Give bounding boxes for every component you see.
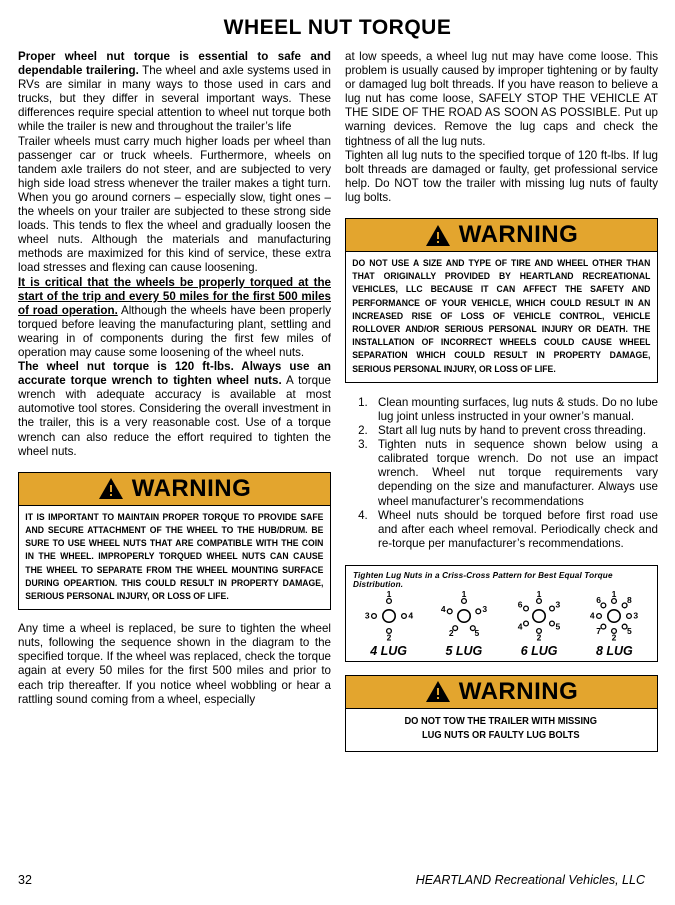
svg-text:4: 4 [517,621,523,632]
svg-text:4: 4 [590,610,595,621]
svg-text:7: 7 [596,625,602,636]
warning-label-left: WARNING [131,474,252,502]
lug-pattern-5-lug [430,591,498,658]
lug-pattern-6-lug [505,591,573,658]
svg-text:1: 1 [536,590,542,599]
left-paragraph-1-rest: The wheel and axle systems used in RVs are similar in many ways to those used in cars and trucks, but they differ in several important ways. These differences require special attention to wheel nut torque both while the trailer is new and throughout the trailer’s life [18,64,331,134]
list-item: 1. Clean mounting surfaces, lug nuts & studs. Do no lube lug joint unless instructed in your owner’s manual. [371,396,658,424]
left-paragraph-1-bold: Proper wheel nut torque is essential to safe and dependable trailering. [18,50,331,78]
svg-text:3: 3 [364,610,370,621]
warning-body-line-2: LUG NUTS OR FAULTY LUG BOLTS [421,729,580,741]
lug-pattern-graphic [505,591,573,641]
right-paragraph-2: Tighten all lug nuts to the specified torque of 120 ft-lbs. If lug bolt threads are damaged or faulty, get professional service help. Do NOT tow the trailer with missing lug nuts of faulty lug bolts. [345,148,658,204]
warning-header-right-bottom [346,676,657,709]
lug-pattern-diagram [345,565,658,662]
lug-pattern-8-lug [580,591,648,658]
svg-text:2: 2 [536,632,542,641]
warning-box-left [18,472,331,610]
warning-body-line-1: DO NOT TOW THE TRAILER WITH MISSING [404,715,597,727]
lug-pattern-graphic [430,591,498,641]
right-paragraph-1: at low speeds, a wheel lug nut may have come loose. This problem is usually caused by improper tightening or by faulty or damaged lug bolt threads. If you have reason to believe a lug nut has come loose, SAFELY STOP THE VEHICLE AT THE SIDE OF THE ROAD AS SOON AS POSSIBLE. Put up warning devices. Remove the lug caps and check the tightness of all the lug nuts. [345,50,658,148]
warning-label-right-top: WARNING [458,221,579,249]
warning-body-right-bottom [346,709,655,751]
page-title: WHEEL NUT TORQUE [223,16,452,39]
svg-text:5: 5 [555,621,561,632]
warning-box-right-bottom [345,675,658,752]
left-paragraph-2: Trailer wheels must carry much higher loads per wheel than passenger car or truck wheels. Furthermore, wheels on tandem axle trailers do not steer, and are subjected to very high side load stress whenever the trailer makes a tight turn. When you go around corners – especially slow, tight ones – the wheels on your trailer are subjected to these strong side loads. This tends to flex the wheel and gradually loosen the wheel nuts. Although the materials and manufacturing methods are maximized for this kind of service, these extra load stresses and flexing can cause loosening. [18,134,331,275]
warning-triangle-icon [425,224,451,247]
right-column [345,50,658,752]
left-paragraph-4 [18,360,331,459]
left-column [18,50,331,752]
warning-body-right-top: DO NOT USE A SIZE AND TYPE OF TIRE AND WHEEL OTHER THAN THAT ORIGINALLY PROVIDED BY HEARTLAND RECREATIONAL VEHICLES, LLC BECAUSE IT CAN AFFECT THE SAFETY AND PERFORMANCE OF YOUR VEHICLE, WHICH COULD RESULT IN AN INCREASED RISE OF LOSS OF VEHICLE CONTROL, VEHICLE ROLLOVER AND/OR SERIOUS PERSONAL INJURY OR DEATH. THE INSTALLATION OF INCORRECT WHEELS COULD CAUSE WHEEL SEPARATION WHICH COULD RESULT IN PROPERTY DAMAGE, SERIOUS PERSONAL INJURY, OR LOSS OF LIFE. [352,258,651,375]
warning-body-left: IT IS IMPORTANT TO MAINTAIN PROPER TORQUE TO PROVIDE SAFE AND SECURE ATTACHMENT OF THE WHEEL TO THE HUB/DRUM. BE SURE TO USE WHEEL NUTS THAT ARE COMPATIBLE WITH THE COIN IN THE WHEEL. IMPROPERLY TORQUED WHEEL NUTS CAN CAUSE THE WHEEL TO SEPARATE FROM THE WHEEL MOUNTING SURFACE DURING OPEARTION. THIS COULD RESULT IN PROPERTY DAMAGE, SERIOUS PERSONAL INJURY, OR LOSS OF LIFE. [25,511,324,602]
lug-diagram-caption: Tighten Lug Nuts in a Criss-Cross Pattern for Best Equal Torque Distribution. [353,570,613,589]
document-page [0,16,675,905]
lug-pattern-row [351,591,652,658]
svg-text:4: 4 [408,610,413,621]
svg-text:8: 8 [627,595,633,606]
left-paragraph-4-rest: A torque wrench with adequate accuracy is available at most automotive tool stores. Considering the overall investment in the trailer, this is a very reasonable cost. Use of a torque wrench can also reduce the effort required to tighten the wheel nuts. [18,374,331,458]
warning-header-left [19,473,330,506]
page-number: 32 [18,873,32,887]
lug-pattern-graphic [580,591,648,641]
lug-pattern-label: 4 LUG [370,643,408,658]
svg-text:6: 6 [596,595,602,606]
lug-pattern-label: 5 LUG [445,643,483,658]
left-paragraph-3-rest: Although the wheels have been properly torqued before leaving the manufacturing plant, settling and wearing in of components during the first few miles of operation may cause some loosening of the wheel nuts. [18,303,332,359]
left-paragraph-1 [18,50,331,135]
svg-text:2: 2 [612,632,617,641]
torque-steps-list [345,396,658,551]
svg-text:1: 1 [612,590,617,599]
svg-text:5: 5 [627,625,633,636]
lug-pattern-label: 6 LUG [520,643,558,658]
svg-text:2: 2 [386,632,391,641]
warning-triangle-icon [425,680,451,703]
svg-text:6: 6 [517,599,523,610]
left-paragraph-3-emphasis: It is critical that the wheels be properly torqued at the start of the trip and every 50 miles for the first 500 miles of road operation. [18,275,331,317]
svg-text:3: 3 [482,603,487,614]
svg-text:1: 1 [386,590,391,599]
left-paragraph-3 [18,276,331,361]
footer-company-name: HEARTLAND Recreational Vehicles, LLC [415,873,645,887]
two-column-layout [0,50,675,752]
warning-label-right-bottom: WARNING [458,677,579,705]
svg-text:2: 2 [448,628,454,639]
left-paragraph-5: Any time a wheel is replaced, be sure to tighten the wheel nuts, following the sequence shown in the diagram to the specified torque. If the wheel was replaced, check the torque again at every 50 miles for the first 500 miles and prior to each trip thereafter. If you notice wheel wobbling or hear a rattling sound coming from a wheel, especially [18,622,331,706]
lug-pattern-graphic [355,591,423,641]
warning-box-right-top [345,218,658,383]
svg-text:4: 4 [440,603,446,614]
svg-text:3: 3 [633,610,639,621]
svg-text:3: 3 [555,599,561,610]
svg-text:1: 1 [461,590,467,599]
warning-triangle-icon [98,477,124,500]
list-item: 2. Start all lug nuts by hand to prevent cross threading. [371,424,658,438]
list-item: 3. Tighten nuts in sequence shown below using a calibrated torque wrench. Do not use an impact wrench. Wheel nut torque requirements vary depending on the size and manufacturer. Always use wheel manufacturer’s recommendations [371,438,658,508]
svg-text:5: 5 [474,628,480,639]
warning-header-right-top [346,219,657,252]
lug-pattern-4-lug [355,591,423,658]
lug-pattern-label: 8 LUG [595,643,633,658]
page-footer [0,873,675,887]
list-item: 4. Wheel nuts should be torqued before first road use and after each wheel removal. Periodically check and re-torque per manufacturer’s recommendations. [371,509,658,551]
left-paragraph-4-bold: The wheel nut torque is 120 ft-lbs. Always use an accurate torque wrench to tighten wheel nuts. [18,360,331,388]
